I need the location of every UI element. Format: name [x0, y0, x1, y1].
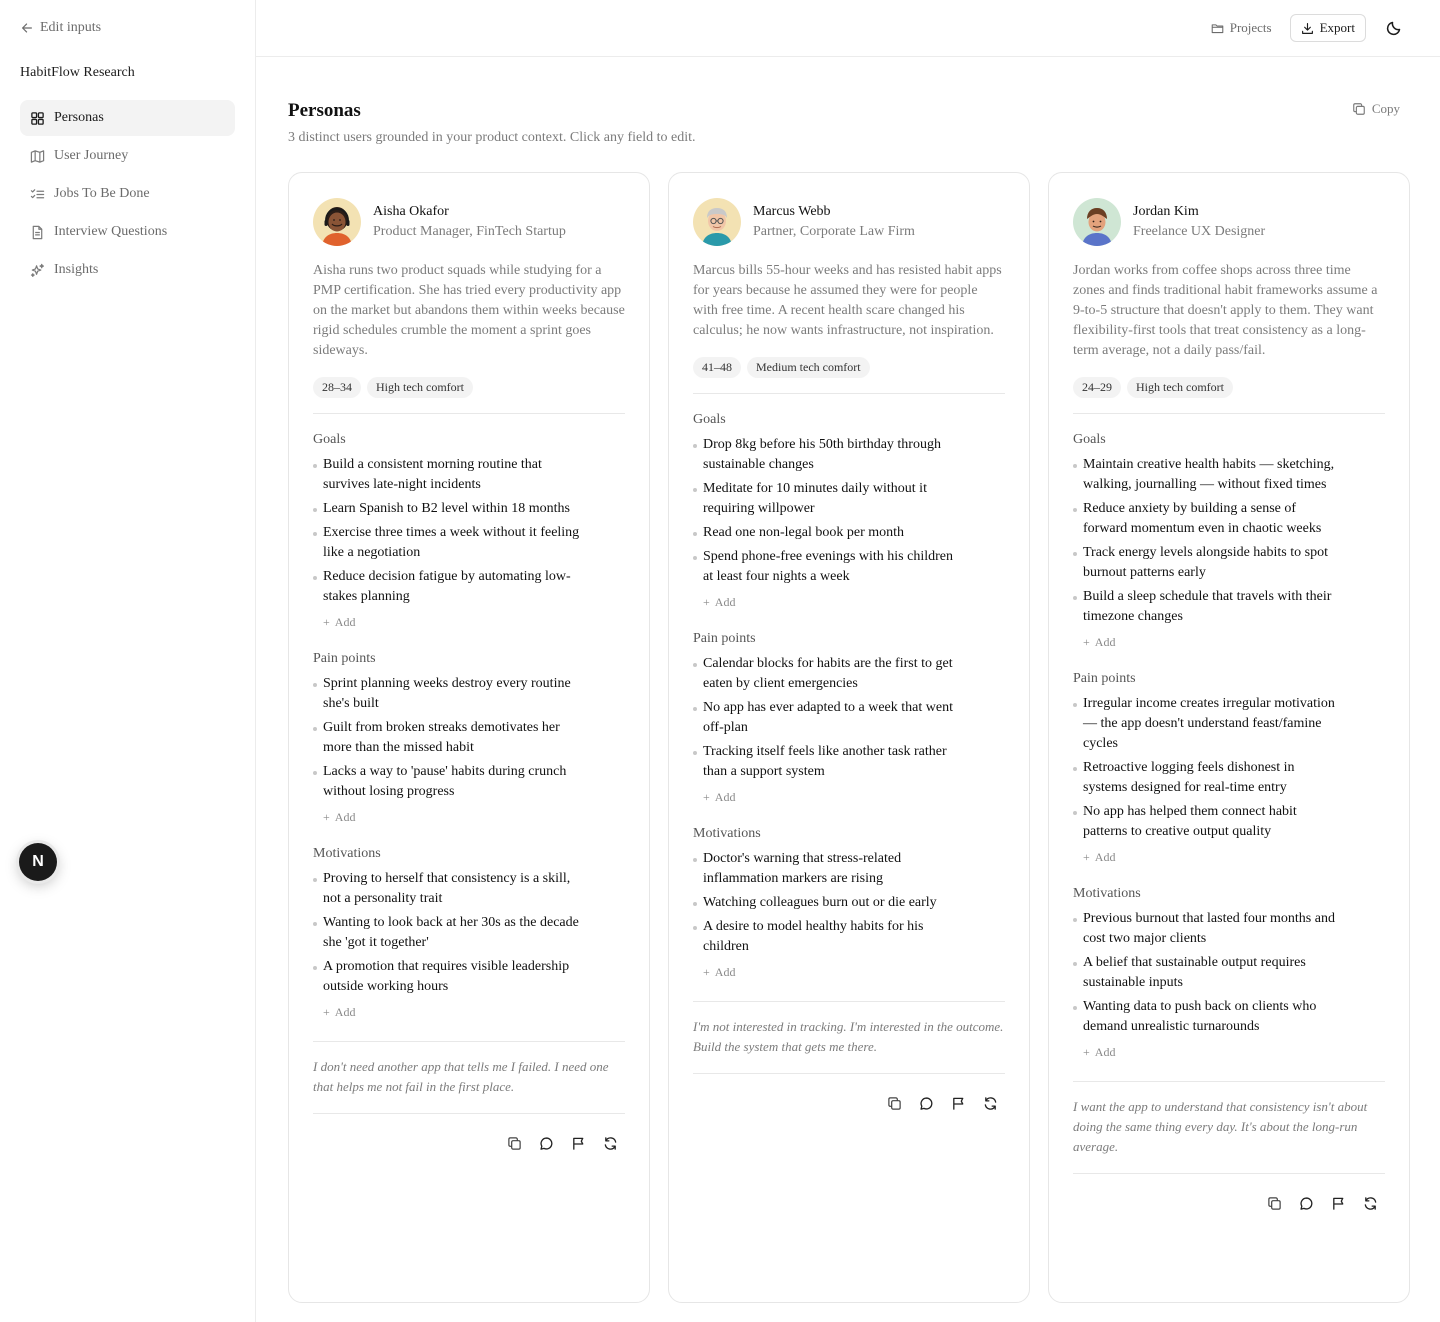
add-motivation-button[interactable] [703, 963, 1005, 981]
persona-avatar [693, 198, 741, 246]
section-title: Pain points [1073, 671, 1136, 686]
tech-comfort-tag[interactable]: Medium tech comfort [747, 357, 870, 378]
persona-card [1048, 172, 1410, 1303]
goal-item[interactable]: Exercise three times a week without it feeling like a negotiation [313, 523, 581, 563]
goal-item[interactable]: Track energy levels alongside habits to spot burnout patterns early [1073, 543, 1341, 583]
persona-role[interactable]: Freelance UX Designer [1133, 224, 1266, 239]
motivation-item[interactable]: A belief that sustainable output requires sustainable inputs [1073, 953, 1341, 993]
pain-point-item[interactable]: Lacks a way to 'pause' habits during crunch without losing progress [313, 762, 581, 802]
persona-quote-block [1073, 1081, 1385, 1174]
page-subtitle: 3 distinct users grounded in your product context. Click any field to edit. [288, 130, 696, 145]
pain-point-item[interactable]: Irregular income creates irregular motivation — the app doesn't understand feast/famine cycles [1073, 694, 1341, 754]
persona-quote[interactable]: I want the app to understand that consistency isn't about doing the same thing every day. It's about the long-run average. [1073, 1099, 1368, 1154]
flag-icon [571, 1136, 586, 1151]
goals-section [313, 431, 625, 631]
copy-icon [507, 1136, 522, 1151]
persona-quote[interactable]: I don't need another app that tells me I failed. I need one that helps me not fail in the first place. [313, 1059, 609, 1094]
copy-persona-button[interactable] [1265, 1194, 1283, 1212]
add-label: Add [714, 964, 736, 979]
refresh-icon [1363, 1196, 1378, 1211]
pain-point-item[interactable]: Sprint planning weeks destroy every routine she's built [313, 674, 581, 714]
sidebar-item-user-journey[interactable] [20, 138, 235, 174]
divider [313, 413, 625, 414]
age-range-tag[interactable]: 28–34 [313, 377, 361, 398]
pain-points-section [1073, 670, 1385, 866]
goals-section [693, 411, 1005, 611]
section-title: Pain points [313, 651, 376, 666]
persona-quote-block [693, 1001, 1005, 1074]
plus-icon: + [703, 964, 710, 979]
copy-label: Copy [1371, 101, 1400, 116]
goal-item[interactable]: Build a consistent morning routine that survives late-night incidents [313, 455, 581, 495]
comment-icon [539, 1136, 554, 1151]
persona-bio[interactable]: Marcus bills 55-hour weeks and has resisted habit apps for years because he assumed they were for people with free time. A recent health scare changed his calculus; he now wants infrastructure, not inspiration. [693, 263, 1002, 338]
add-label: Add [334, 1004, 356, 1019]
copy-persona-button[interactable] [885, 1094, 903, 1112]
add-goal-button[interactable] [1083, 633, 1385, 651]
divider [693, 393, 1005, 394]
section-title: Goals [313, 432, 346, 447]
persona-quote-block [313, 1041, 625, 1114]
edit-inputs-label: Edit inputs [40, 20, 102, 35]
export-label: Export [1319, 20, 1355, 35]
add-motivation-button[interactable] [323, 1003, 625, 1021]
motivation-item[interactable]: Wanting to look back at her 30s as the decade she 'got it together' [313, 913, 581, 953]
projects-label: Projects [1229, 20, 1272, 35]
copy-persona-button[interactable] [505, 1134, 523, 1152]
add-motivation-button[interactable] [1083, 1043, 1385, 1061]
age-range-tag[interactable]: 24–29 [1073, 377, 1121, 398]
goal-item[interactable]: Build a sleep schedule that travels with their timezone changes [1073, 587, 1341, 627]
plus-icon: + [323, 809, 330, 824]
sidebar-nav [20, 100, 235, 290]
regenerate-button[interactable] [1361, 1194, 1379, 1212]
add-label: Add [714, 594, 736, 609]
moon-icon [1386, 20, 1402, 36]
add-pain-point-button[interactable] [703, 788, 1005, 806]
export-button[interactable] [1290, 14, 1366, 42]
motivation-item[interactable]: Doctor's warning that stress-related inflammation markers are rising [693, 849, 961, 889]
pain-point-item[interactable]: Calendar blocks for habits are the first to get eaten by client emergencies [693, 654, 961, 694]
plus-icon: + [703, 594, 710, 609]
copy-icon [1352, 102, 1366, 116]
section-title: Pain points [693, 631, 756, 646]
plus-icon: + [323, 1004, 330, 1019]
sidebar-item-insights[interactable] [20, 252, 235, 288]
flag-button[interactable] [1329, 1194, 1347, 1212]
add-label: Add [1094, 634, 1116, 649]
divider [1073, 413, 1385, 414]
motivation-item[interactable]: A desire to model healthy habits for his children [693, 917, 961, 957]
refresh-icon [983, 1096, 998, 1111]
goal-item[interactable]: Reduce anxiety by building a sense of forward momentum even in chaotic weeks [1073, 499, 1341, 539]
regenerate-button[interactable] [981, 1094, 999, 1112]
pain-point-item[interactable]: No app has helped them connect habit patterns to creative output quality [1073, 802, 1341, 842]
sidebar-item-jobs-to-be-done[interactable] [20, 176, 235, 212]
copy-icon [887, 1096, 902, 1111]
refresh-icon [603, 1136, 618, 1151]
map-icon [30, 149, 45, 164]
add-goal-button[interactable] [703, 593, 1005, 611]
goal-item[interactable]: Reduce decision fatigue by automating low-stakes planning [313, 567, 581, 607]
goal-item[interactable]: Drop 8kg before his 50th birthday through sustainable changes [693, 435, 961, 475]
motivation-item[interactable]: A promotion that requires visible leadership outside working hours [313, 957, 581, 997]
sidebar [0, 0, 256, 1322]
persona-bio[interactable]: Aisha runs two product squads while studying for a PMP certification. She has tried every productivity app on the market but abandons them within weeks because rigid schedules crumble the moment a sprint goes sideways. [313, 263, 625, 358]
pain-point-item[interactable]: No app has ever adapted to a week that went off-plan [693, 698, 961, 738]
pain-points-section [313, 650, 625, 826]
plus-icon: + [1083, 634, 1090, 649]
section-title: Goals [693, 412, 726, 427]
pain-point-item[interactable]: Guilt from broken streaks demotivates her more than the missed habit [313, 718, 581, 758]
sidebar-item-label: Personas [54, 110, 104, 125]
tech-comfort-tag[interactable]: High tech comfort [1127, 377, 1233, 398]
motivation-item[interactable]: Previous burnout that lasted four months and cost two major clients [1073, 909, 1341, 949]
sparkles-icon [30, 263, 45, 278]
comment-button[interactable] [1297, 1194, 1315, 1212]
persona-name[interactable]: Jordan Kim [1133, 204, 1199, 219]
goal-item[interactable]: Spend phone-free evenings with his children at least four nights a week [693, 547, 961, 587]
comment-button[interactable] [537, 1134, 555, 1152]
project-name: HabitFlow Research [20, 65, 135, 80]
persona-role[interactable]: Product Manager, FinTech Startup [373, 224, 566, 239]
add-pain-point-button[interactable] [1083, 848, 1385, 866]
regenerate-button[interactable] [601, 1134, 619, 1152]
motivations-section [693, 825, 1005, 981]
sidebar-item-label: Insights [54, 262, 99, 277]
sidebar-item-label: Interview Questions [54, 224, 168, 239]
persona-avatar [1073, 198, 1121, 246]
section-title: Motivations [1073, 886, 1141, 901]
flag-button[interactable] [949, 1094, 967, 1112]
goal-item[interactable]: Learn Spanish to B2 level within 18 months [313, 499, 581, 519]
download-icon [1301, 22, 1314, 35]
pain-point-item[interactable]: Retroactive logging feels dishonest in systems designed for real-time entry [1073, 758, 1341, 798]
topbar [256, 0, 1440, 57]
pain-points-section [693, 630, 1005, 806]
persona-role[interactable]: Partner, Corporate Law Firm [753, 224, 915, 239]
motivations-section [313, 845, 625, 1021]
motivation-item[interactable]: Watching colleagues burn out or die early [693, 893, 961, 913]
persona-name[interactable]: Marcus Webb [753, 204, 831, 219]
plus-icon: + [1083, 849, 1090, 864]
page-title: Personas [288, 100, 361, 121]
folder-icon [1211, 22, 1224, 35]
motivation-item[interactable]: Wanting data to push back on clients who demand unrealistic turnarounds [1073, 997, 1341, 1037]
add-label: Add [1094, 849, 1116, 864]
flag-button[interactable] [569, 1134, 587, 1152]
add-label: Add [1094, 1044, 1116, 1059]
sidebar-item-personas[interactable] [20, 100, 235, 136]
copy-all-button[interactable] [1352, 101, 1400, 117]
sidebar-item-interview-questions[interactable] [20, 214, 235, 250]
add-pain-point-button[interactable] [323, 808, 625, 826]
flag-icon [1331, 1196, 1346, 1211]
persona-avatar [313, 198, 361, 246]
comment-button[interactable] [917, 1094, 935, 1112]
plus-icon: + [1083, 1044, 1090, 1059]
age-range-tag[interactable]: 41–48 [693, 357, 741, 378]
sidebar-item-label: Jobs To Be Done [54, 186, 150, 201]
persona-name[interactable]: Aisha Okafor [373, 204, 449, 219]
add-label: Add [334, 809, 356, 824]
comment-icon [919, 1096, 934, 1111]
section-title: Goals [1073, 432, 1106, 447]
persona-card [288, 172, 650, 1303]
motivations-section [1073, 885, 1385, 1061]
grid-icon [30, 111, 45, 126]
edit-inputs-link[interactable] [20, 20, 101, 36]
plus-icon: + [703, 789, 710, 804]
add-label: Add [334, 614, 356, 629]
flag-icon [951, 1096, 966, 1111]
assistant-button[interactable] [19, 843, 57, 881]
goals-section [1073, 431, 1385, 651]
persona-bio[interactable]: Jordan works from coffee shops across three time zones and finds traditional habit frameworks assume a 9-to-5 structure that doesn't apply to them. They want flexibility-first tools that treat consistency as a long-term average, not a daily pass/fail. [1073, 263, 1378, 358]
sidebar-item-label: User Journey [54, 148, 129, 163]
theme-toggle-button[interactable] [1380, 14, 1408, 42]
plus-icon: + [323, 614, 330, 629]
goal-item[interactable]: Maintain creative health habits — sketching, walking, journalling — without fixed times [1073, 455, 1341, 495]
projects-button[interactable] [1203, 14, 1280, 42]
arrow-left-icon [20, 21, 34, 35]
persona-card [668, 172, 1030, 1303]
comment-icon [1299, 1196, 1314, 1211]
motivation-item[interactable]: Proving to herself that consistency is a skill, not a personality trait [313, 869, 581, 909]
copy-icon [1267, 1196, 1282, 1211]
section-title: Motivations [313, 846, 381, 861]
add-label: Add [714, 789, 736, 804]
add-goal-button[interactable] [323, 613, 625, 631]
pain-point-item[interactable]: Tracking itself feels like another task rather than a support system [693, 742, 961, 782]
goal-item[interactable]: Read one non-legal book per month [693, 523, 961, 543]
assistant-button-label: N [32, 853, 44, 870]
tech-comfort-tag[interactable]: High tech comfort [367, 377, 473, 398]
document-icon [30, 225, 45, 240]
section-title: Motivations [693, 826, 761, 841]
checklist-icon [30, 187, 45, 202]
persona-quote[interactable]: I'm not interested in tracking. I'm interested in the outcome. Build the system that gets me there. [693, 1019, 1004, 1054]
goal-item[interactable]: Meditate for 10 minutes daily without it requiring willpower [693, 479, 961, 519]
